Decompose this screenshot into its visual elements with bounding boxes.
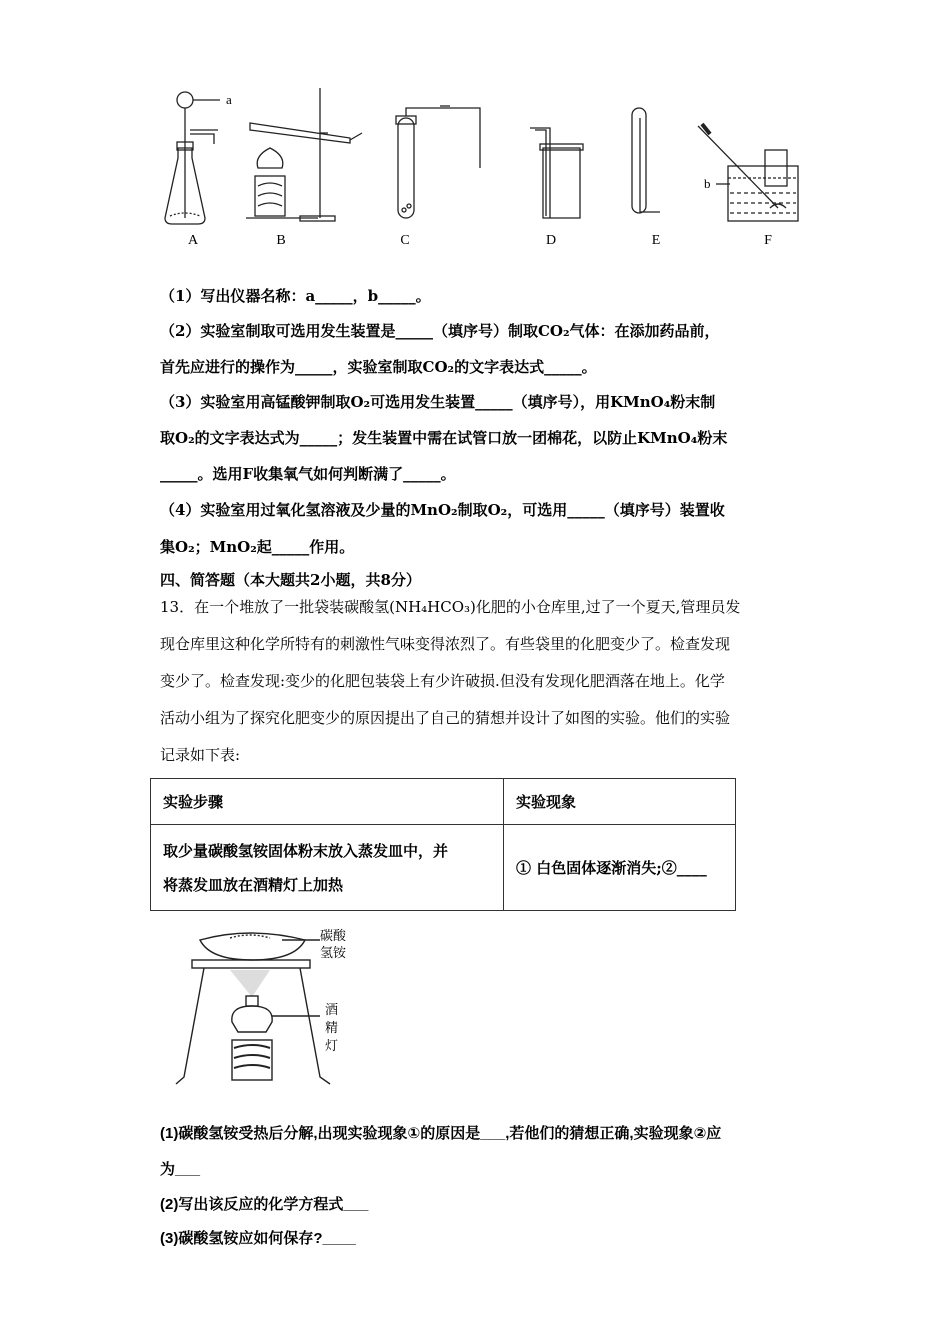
callout-b: b <box>704 176 711 191</box>
q12-line-6: _____。选用F收集氧气如何判断满了_____。 <box>160 465 456 483</box>
heating-figure <box>170 922 360 1097</box>
section-heading: 四、简答题（本大题共2小题，共8分） <box>160 571 421 589</box>
label-a: A <box>187 233 199 248</box>
apparatus-figure <box>150 78 800 253</box>
q13-line-5: 记录如下表: <box>160 746 241 764</box>
callout-a: a <box>226 92 232 107</box>
evaporating-dish <box>200 933 305 960</box>
q12-line-1: （1）写出仪器名称：a_____，b_____。 <box>160 287 431 305</box>
tripod-ring <box>192 960 310 968</box>
step-line-2: 将蒸发皿放在酒精灯上加热 <box>163 875 344 894</box>
apparatus-e-tube <box>632 108 660 213</box>
label-lamp-1: 酒 <box>325 1003 339 1018</box>
label-c: C <box>400 233 410 248</box>
label-e: E <box>651 233 661 248</box>
table-row <box>151 825 736 911</box>
label-d: D <box>545 233 557 248</box>
apparatus-b-heating <box>246 88 362 221</box>
label-f: F <box>764 233 772 248</box>
q13-sub-3: (2)写出该反应的化学方程式___ <box>160 1196 369 1213</box>
q12-line-7: （4）实验室用过氧化氢溶液及少量的MnO₂制取O₂，可选用_____（填序号）装置收 <box>160 501 725 519</box>
record-table <box>150 778 736 911</box>
apparatus-c-tube <box>396 106 480 218</box>
apparatus-a-flask <box>165 92 220 224</box>
apparatus-f-trough <box>698 124 798 221</box>
q13-sub-1: (1)碳酸氢铵受热后分解,出现实验现象①的原因是___,若他们的猜想正确,实验现象②应 <box>160 1125 722 1142</box>
alcohol-lamp <box>232 1006 272 1032</box>
label-ammonium-2: 氢铵 <box>320 946 347 961</box>
step-line-1: 取少量碳酸氢铵固体粉末放入蒸发皿中，并 <box>163 841 449 860</box>
q13-line-4: 活动小组为了探究化肥变少的原因提出了自己的猜想并设计了如图的实验。他们的实验 <box>160 709 731 727</box>
label-lamp-3: 灯 <box>325 1039 339 1054</box>
phenomenon-cell: ① 白色固体逐渐消失;②____ <box>504 825 736 911</box>
apparatus-d-bottle <box>530 128 583 218</box>
header-step: 实验步骤 <box>151 779 504 825</box>
q12-line-5: 取O₂的文字表达式为_____；发生装置中需在试管口放一团棉花，以防止KMnO₄粉末 <box>160 429 728 447</box>
label-ammonium-1: 碳酸 <box>320 929 347 944</box>
q13-sub-4: (3)碳酸氢铵应如何保存?____ <box>160 1230 356 1247</box>
q12-line-8: 集O₂；MnO₂起_____作用。 <box>160 538 355 556</box>
q13-line-3: 变少了。检查发现:变少的化肥包装袋上有少许破损.但没有发现化肥酒落在地上。化学 <box>160 672 725 690</box>
q12-line-4: （3）实验室用高锰酸钾制取O₂可选用发生装置_____（填序号），用KMnO₄粉末制 <box>160 393 716 411</box>
q12-line-3: 首先应进行的操作为_____，实验室制取CO₂的文字表达式_____。 <box>160 358 597 376</box>
header-phenomenon: 实验现象 <box>504 779 736 825</box>
label-lamp-2: 精 <box>325 1021 339 1036</box>
label-b: B <box>276 233 286 248</box>
table-header-row <box>151 779 736 825</box>
q13-sub-2: 为___ <box>160 1161 201 1178</box>
q13-line-2: 现仓库里这种化学所特有的刺激性气味变得浓烈了。有些袋里的化肥变少了。检查发现 <box>160 635 731 653</box>
q12-line-2: （2）实验室制取可选用发生装置是_____（填序号）制取CO₂气体：在添加药品前， <box>160 322 720 340</box>
q13-line-1: 13．在一个堆放了一批袋装碳酸氢(NH₄HCO₃)化肥的小仓库里,过了一个夏天,管理员发 <box>160 598 741 616</box>
step-cell <box>151 825 504 911</box>
